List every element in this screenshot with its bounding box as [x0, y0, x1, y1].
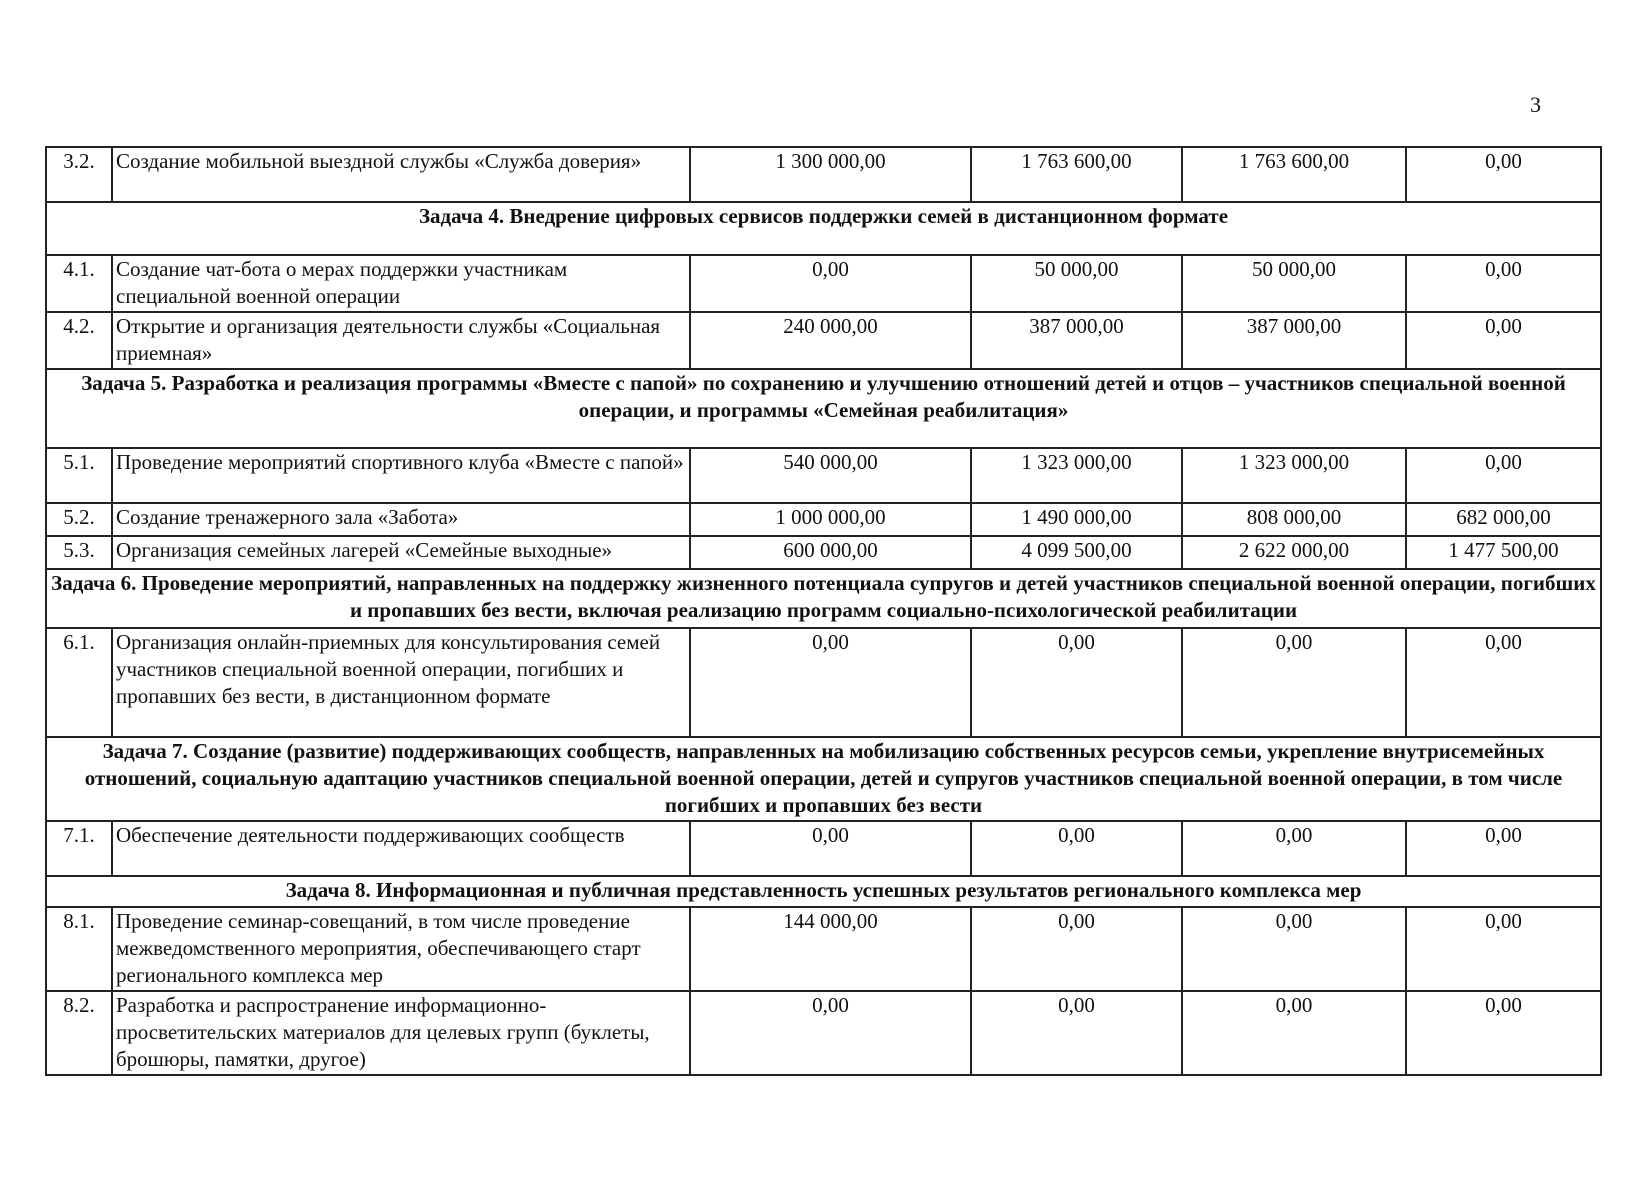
row-name: Создание тренажерного зала «Забота» [112, 503, 690, 536]
row-name: Создание мобильной выездной службы «Служба доверия» [112, 147, 690, 202]
value-cell: 0,00 [1406, 448, 1601, 503]
row-name: Обеспечение деятельности поддерживающих сообществ [112, 821, 690, 876]
row-number: 8.1. [46, 907, 112, 991]
task-heading: Задача 6. Проведение мероприятий, направленных на поддержку жизненного потенциала супругов и детей участников специальной военной операции, погибших и пропавших без вести, включая реализацию программ социально-психологической реабилитации [46, 569, 1601, 628]
row-name: Организация семейных лагерей «Семейные выходные» [112, 536, 690, 569]
value-cell: 0,00 [971, 991, 1182, 1075]
value-cell: 0,00 [1182, 907, 1406, 991]
value-cell: 0,00 [971, 821, 1182, 876]
table-row [46, 448, 1601, 503]
table-row [46, 991, 1601, 1075]
table-row [46, 628, 1601, 737]
task-heading: Задача 5. Разработка и реализация программы «Вместе с папой» по сохранению и улучшению отношений детей и отцов – участников специальной военной операции, и программы «Семейная реабилитация» [46, 369, 1601, 448]
task-row [46, 737, 1601, 821]
value-cell: 0,00 [690, 821, 971, 876]
value-cell: 808 000,00 [1182, 503, 1406, 536]
row-number: 5.2. [46, 503, 112, 536]
value-cell: 0,00 [690, 991, 971, 1075]
value-cell: 1 763 600,00 [971, 147, 1182, 202]
value-cell: 4 099 500,00 [971, 536, 1182, 569]
value-cell: 387 000,00 [1182, 312, 1406, 369]
task-row [46, 369, 1601, 448]
row-number: 6.1. [46, 628, 112, 737]
row-name: Проведение мероприятий спортивного клуба «Вместе с папой» [112, 448, 690, 503]
task-heading: Задача 7. Создание (развитие) поддерживающих сообществ, направленных на мобилизацию собственных ресурсов семьи, укрепление внутрисемейных отношений, социальную адаптацию участников специальной военной операции, детей и супругов участников специальной военной операции, в том числе погибших и пропавших без вести [46, 737, 1601, 821]
value-cell: 0,00 [971, 628, 1182, 737]
value-cell: 1 490 000,00 [971, 503, 1182, 536]
value-cell: 1 323 000,00 [1182, 448, 1406, 503]
page-number: 3 [1530, 92, 1541, 117]
value-cell: 0,00 [1406, 255, 1601, 312]
row-name: Создание чат-бота о мерах поддержки участникам специальной военной операции [112, 255, 690, 312]
task-row [46, 876, 1601, 907]
row-name: Проведение семинар-совещаний, в том числе проведение межведомственного мероприятия, обеспечивающего старт регионального комплекса мер [112, 907, 690, 991]
value-cell: 50 000,00 [1182, 255, 1406, 312]
row-name: Открытие и организация деятельности службы «Социальная приемная» [112, 312, 690, 369]
table-row [46, 255, 1601, 312]
value-cell: 600 000,00 [690, 536, 971, 569]
value-cell: 1 323 000,00 [971, 448, 1182, 503]
row-number: 5.3. [46, 536, 112, 569]
value-cell: 0,00 [1406, 628, 1601, 737]
value-cell: 0,00 [1406, 991, 1601, 1075]
value-cell: 0,00 [1182, 991, 1406, 1075]
value-cell: 0,00 [971, 907, 1182, 991]
value-cell: 1 763 600,00 [1182, 147, 1406, 202]
value-cell: 144 000,00 [690, 907, 971, 991]
row-number: 4.2. [46, 312, 112, 369]
value-cell: 540 000,00 [690, 448, 971, 503]
value-cell: 2 622 000,00 [1182, 536, 1406, 569]
value-cell: 1 477 500,00 [1406, 536, 1601, 569]
value-cell: 387 000,00 [971, 312, 1182, 369]
value-cell: 0,00 [690, 628, 971, 737]
table-row [46, 536, 1601, 569]
table-row [46, 503, 1601, 536]
task-row [46, 202, 1601, 255]
value-cell: 682 000,00 [1406, 503, 1601, 536]
value-cell: 1 300 000,00 [690, 147, 971, 202]
task-row [46, 569, 1601, 628]
row-number: 4.1. [46, 255, 112, 312]
value-cell: 0,00 [1182, 628, 1406, 737]
value-cell: 0,00 [690, 255, 971, 312]
value-cell: 0,00 [1406, 907, 1601, 991]
table-row [46, 821, 1601, 876]
row-number: 8.2. [46, 991, 112, 1075]
value-cell: 0,00 [1406, 821, 1601, 876]
row-number: 5.1. [46, 448, 112, 503]
value-cell: 0,00 [1182, 821, 1406, 876]
table-row [46, 907, 1601, 991]
row-number: 3.2. [46, 147, 112, 202]
value-cell: 1 000 000,00 [690, 503, 971, 536]
budget-table [45, 146, 1602, 1076]
value-cell: 0,00 [1406, 312, 1601, 369]
task-heading: Задача 8. Информационная и публичная представленность успешных результатов регионального комплекса мер [46, 876, 1601, 907]
task-heading: Задача 4. Внедрение цифровых сервисов поддержки семей в дистанционном формате [46, 202, 1601, 255]
row-name: Организация онлайн-приемных для консультирования семей участников специальной военной операции, погибших и пропавших без вести, в дистанционном формате [112, 628, 690, 737]
value-cell: 240 000,00 [690, 312, 971, 369]
table-row [46, 147, 1601, 202]
row-name: Разработка и распространение информационно-просветительских материалов для целевых групп (буклеты, брошюры, памятки, другое) [112, 991, 690, 1075]
value-cell: 50 000,00 [971, 255, 1182, 312]
row-number: 7.1. [46, 821, 112, 876]
value-cell: 0,00 [1406, 147, 1601, 202]
table-row [46, 312, 1601, 369]
